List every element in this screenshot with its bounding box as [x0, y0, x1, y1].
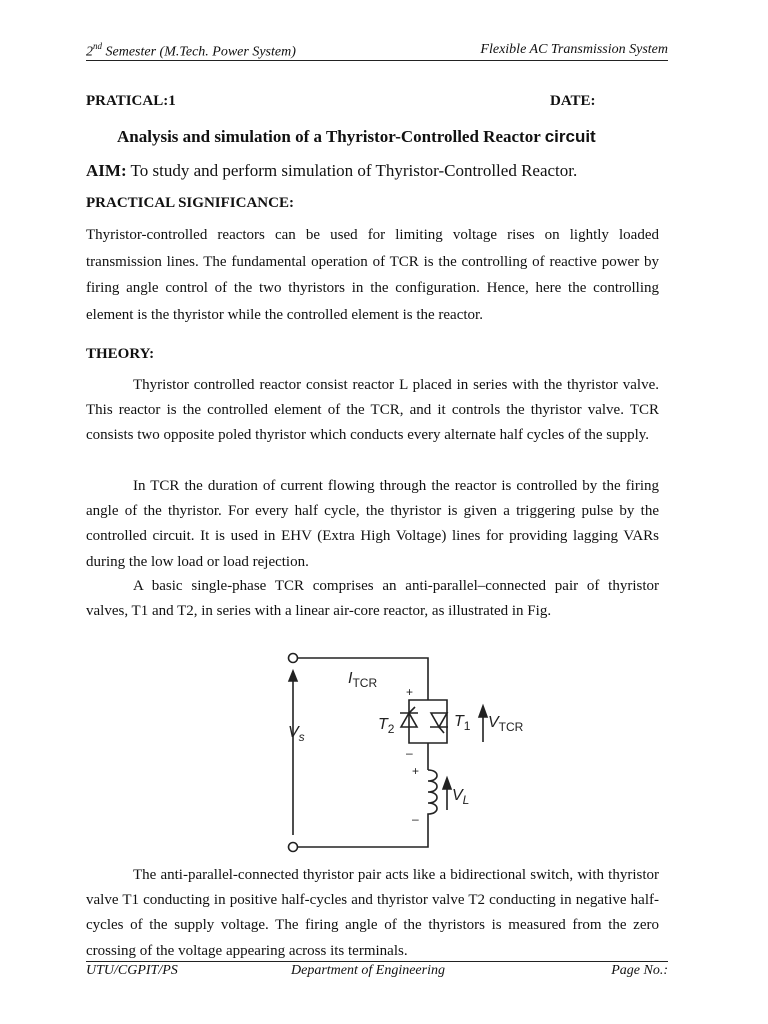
semester-label: 2nd Semester (M.Tech. Power System): [86, 41, 296, 60]
page-title: Analysis and simulation of a Thyristor-Controlled Reactor circuit: [117, 127, 596, 146]
footer-department: Department of Engineering: [291, 963, 445, 978]
thyristor-t1-symbol: [430, 713, 448, 733]
vtcr-label: $V_{TCR}$: [488, 714, 524, 734]
vs-arrow: [289, 671, 297, 835]
vs-label: $V_s$: [288, 724, 305, 744]
bottom-wire: [298, 817, 428, 847]
tcr-circuit-figure: [278, 645, 538, 857]
date-label: DATE:: [550, 93, 596, 109]
tcr-circuit-diagram: [278, 645, 538, 857]
footer-rule: [86, 961, 668, 962]
aim-line: AIM: To study and perform simulation of Thyristor-Controlled Reactor.: [86, 161, 578, 180]
reactor-inductor: [428, 770, 437, 817]
significance-text: Thyristor-controlled reactors can be used for limiting voltage rises on lightly loaded transmission lines. The fundamental operation of TCR is the controlling of reactive power by firing angle control of the two thyristors in the configuration. Hence, here the controlling element is the thyristor while the controlled element is the reactor.: [86, 227, 659, 323]
theory-paragraph-2: In TCR the duration of current flowing through the reactor is controlled by the firing angle of the thyristor. For every half cycle, the thyristor is given a triggering pulse by the controlled circuit. It is used in EHV (Extra High Voltage) lines for providing lagging VARs during the low load or load rejection.: [86, 478, 659, 570]
bottom-terminal: [289, 843, 298, 852]
reactor-minus-sign: –: [412, 812, 419, 826]
theory-paragraph-4: The anti-parallel-connected thyristor pair acts like a bidirectional switch, with thyristor valve T1 conducting in positive half-cycles and thyristor valve T2 conducting in negative half-cycles of the supply voltage. The firing angle of the thyristors is measured from the zero crossing of the voltage appearing across its terminals.: [86, 867, 659, 959]
course-name: Flexible AC Transmission System: [480, 42, 668, 57]
theory-paragraph-3: A basic single-phase TCR comprises an anti-parallel–connected pair of thyristor valves, T1 and T2, in series with a linear air-core reactor, as illustrated in Fig.: [86, 578, 659, 620]
footer-institute: UTU/CGPIT/PS: [86, 963, 178, 978]
significance-heading: PRACTICAL SIGNIFICANCE:: [86, 195, 294, 211]
top-terminal: [289, 654, 298, 663]
vl-arrow: [443, 778, 451, 810]
header-rule: [86, 60, 668, 61]
practical-label: PRATICAL:1: [86, 93, 176, 109]
t2-label: $T_2$: [378, 716, 395, 736]
t1-label: $T_1$: [454, 713, 471, 733]
footer-page-number: Page No.:: [611, 963, 668, 978]
vtcr-arrow: [479, 706, 487, 742]
tcr-minus-sign: –: [406, 746, 413, 760]
theory-paragraph-1: Thyristor controlled reactor consist reactor L placed in series with the thyristor valve. This reactor is the controlled element of the TCR, and it controls the thyristor valve. TCR consists two opposite poled thyristor which conducts every alternate half cycles of the supply.: [86, 377, 659, 444]
itcr-label: $I_{TCR}$: [348, 670, 378, 690]
vl-label: $V_L$: [452, 787, 470, 807]
theory-heading: THEORY:: [86, 346, 155, 362]
reactor-plus-sign: +: [412, 764, 420, 778]
tcr-plus-sign: +: [406, 685, 414, 699]
